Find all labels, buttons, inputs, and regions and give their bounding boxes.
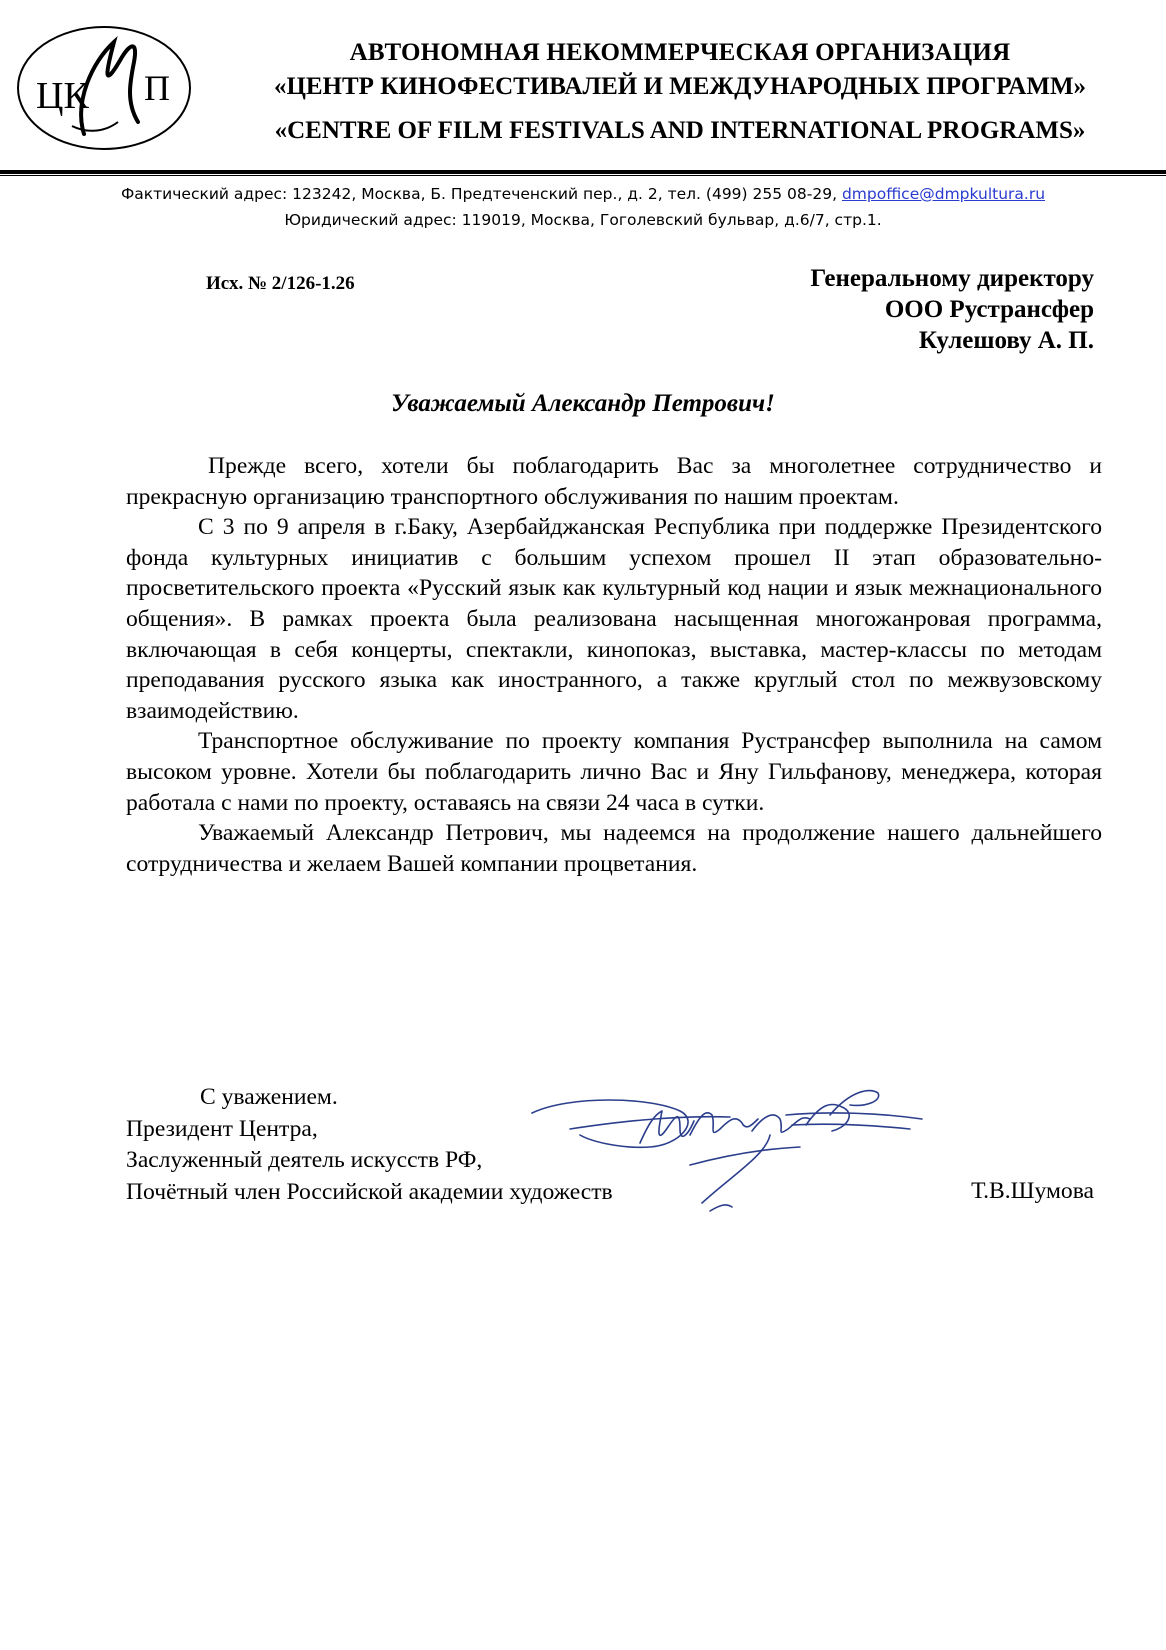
- org-name-line2: «ЦЕНТР КИНОФЕСТИВАЛЕЙ И МЕЖДУНАРОДНЫХ ПРОГРАММ»: [273, 73, 1087, 100]
- actual-address: [0, 183, 1166, 205]
- signer-title: Почётный член Российской академии художеств: [126, 1178, 613, 1205]
- signer-name: Т.В.Шумова: [971, 1178, 1094, 1204]
- paragraph: Прежде всего, хотели бы поблагодарить Вас за многолетнее сотрудничество и прекрасную организацию транспортного обслуживания по нашим проектам.: [126, 453, 1102, 510]
- org-name-line3: «CENTRE OF FILM FESTIVALS AND INTERNATIONAL PROGRAMS»: [274, 117, 1086, 144]
- svg-text:ЦК: ЦК: [36, 75, 89, 117]
- signer-title: Заслуженный деятель искусств РФ,: [126, 1147, 483, 1173]
- recipient-name: Кулешову А. П.: [918, 327, 1094, 354]
- email-link[interactable]: dmpoffice@dmpkultura.ru: [841, 185, 1046, 203]
- paragraph: Уважаемый Александр Петрович, мы надеемся на продолжение нашего дальнейшего сотрудничества и желаем Вашей компании процветания.: [126, 820, 1102, 877]
- svg-text:П: П: [144, 68, 170, 108]
- legal-address: Юридический адрес: 119019, Москва, Гоголевский бульвар, д.6/7, стр.1.: [284, 211, 882, 229]
- org-name-line1: АВТОНОМНАЯ НЕКОММЕРЧЕСКАЯ ОРГАНИЗАЦИЯ: [349, 39, 1011, 66]
- letterhead-divider: [0, 170, 1166, 174]
- organization-logo: [14, 22, 194, 154]
- greeting: Уважаемый Александр Петрович!: [391, 390, 775, 417]
- recipient-company: ООО Рустрансфер: [884, 296, 1094, 323]
- signer-title: Президент Центра,: [126, 1115, 318, 1142]
- paragraph: С 3 по 9 апреля в г.Баку, Азербайджанская Республика при поддержке Президентского фонда культурных инициатив с большим успехом прошел II этап образовательно-просветительского проекта «Русский язык как культурный код нации и язык межнационального общения». В рамках проекта была реализована насыщенная многожанровая программа, включающая в себя концерты, спектакли, кинопоказ, выставка, мастер-классы по методам преподавания русского языка как иностранного, а также круглый стол по межвузовскому взаимодействию.: [126, 514, 1102, 724]
- recipient-position: Генеральному директору: [810, 265, 1094, 292]
- paragraph: Транспортное обслуживание по проекту компания Рустрансфер выполнила на самом высоком уровне. Хотели бы поблагодарить лично Вас и Яну Гильфанову, менеджера, которая работала с нами по проекту, оставаясь на связи 24 часа в сутки.: [126, 728, 1102, 816]
- outgoing-number: Исх. № 2/126-1.26: [206, 273, 355, 294]
- actual-address-text: Фактический адрес: 123242, Москва, Б. Предтеченский пер., д. 2, тел. (499) 255 08-29,: [120, 185, 842, 203]
- closing-regards: С уважением.: [200, 1084, 338, 1110]
- handwritten-signature: [530, 1085, 950, 1225]
- organization-name: [215, 38, 1145, 146]
- letter-body: [126, 451, 1102, 879]
- letterhead-divider-thin: [0, 175, 1166, 176]
- recipient-block: [810, 263, 1094, 356]
